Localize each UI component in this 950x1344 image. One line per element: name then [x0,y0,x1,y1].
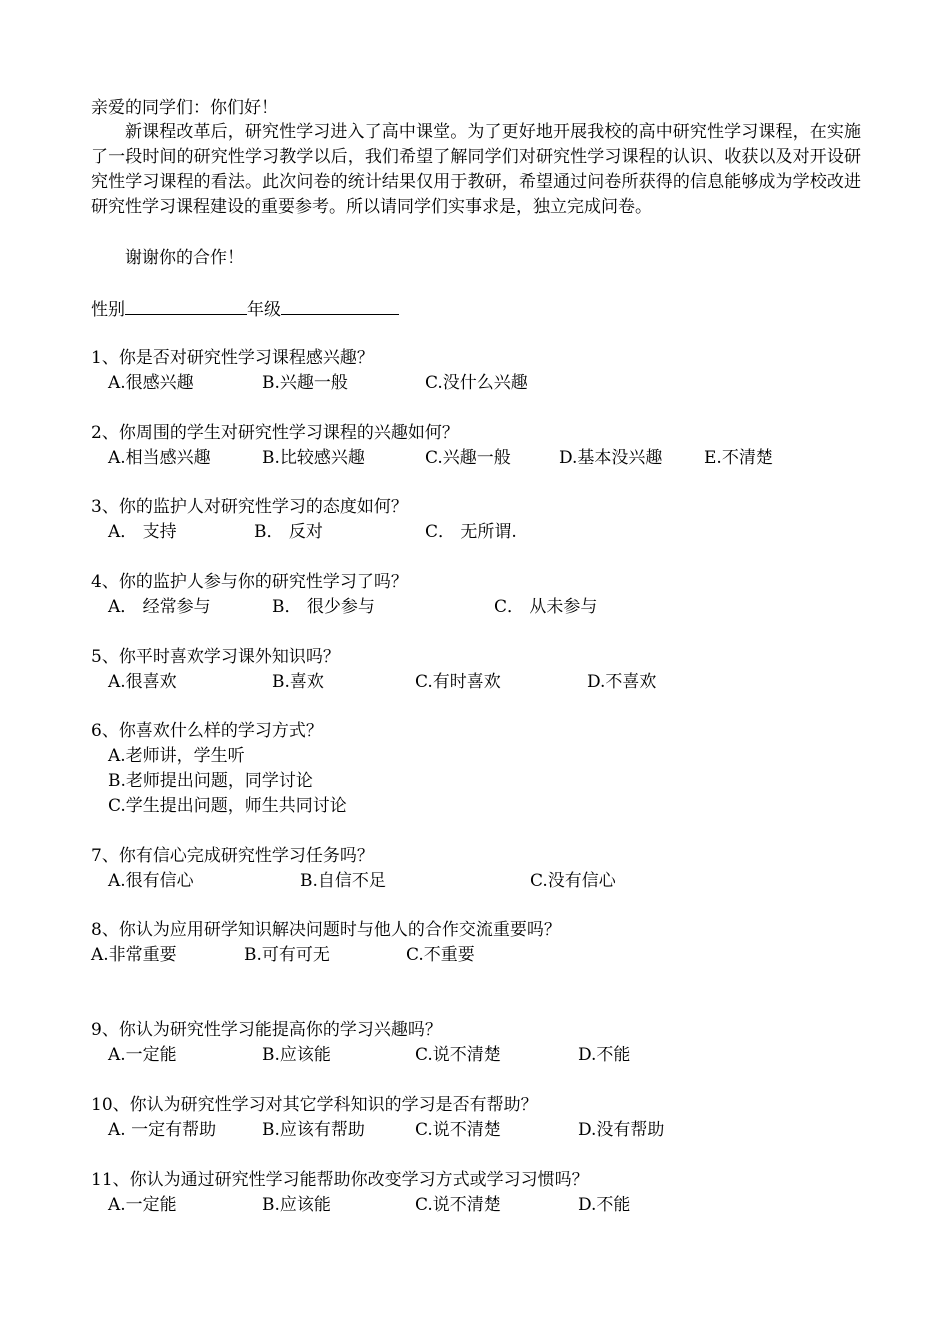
question-1: 1、你是否对研究性学习课程感兴趣？ [91,348,374,368]
q9-option-c[interactable]: C.说不清楚 [415,1045,501,1065]
q8-option-c[interactable]: C.不重要 [406,945,475,965]
q10-option-b[interactable]: B.应该有帮助 [262,1120,365,1140]
gender-blank[interactable] [125,298,247,315]
thanks-line: 谢谢你的合作！ [125,248,244,268]
q9-option-b[interactable]: B.应该能 [262,1045,331,1065]
q7-option-b[interactable]: B.自信不足 [300,871,386,891]
q11-option-d[interactable]: D.不能 [578,1195,631,1215]
q2-option-b[interactable]: B.比较感兴趣 [262,448,365,468]
q11-option-c[interactable]: C.说不清楚 [415,1195,501,1215]
q3-option-b[interactable]: B． 反对 [254,522,323,542]
q3-option-a[interactable]: A． 支持 [108,522,177,542]
q4-option-c[interactable]: C． 从未参与 [494,597,598,617]
q3-option-c[interactable]: C． 无所谓. [425,522,517,542]
q8-option-a[interactable]: A.非常重要 [91,945,177,965]
q10-option-d[interactable]: D.没有帮助 [578,1120,665,1140]
q10-option-a[interactable]: A. 一定有帮助 [108,1120,217,1140]
q8-option-b[interactable]: B.可有可无 [244,945,330,965]
question-7: 7、你有信心完成研究性学习任务吗？ [91,846,374,866]
question-3: 3、你的监护人对研究性学习的态度如何？ [91,497,408,517]
question-4: 4、你的监护人参与你的研究性学习了吗？ [91,572,408,592]
q1-option-c[interactable]: C.没什么兴趣 [425,373,528,393]
question-8: 8、你认为应用研学知识解决问题时与他人的合作交流重要吗？ [91,920,561,940]
q1-option-a[interactable]: A.很感兴趣 [108,373,194,393]
q9-option-a[interactable]: A.一定能 [108,1045,177,1065]
q6-option-c[interactable]: C.学生提出问题，师生共同讨论 [108,796,347,816]
question-2: 2、你周围的学生对研究性学习课程的兴趣如何？ [91,423,459,443]
q11-option-b[interactable]: B.应该能 [262,1195,331,1215]
grade-label: 年级 [247,300,281,320]
q4-option-b[interactable]: B． 很少参与 [272,597,375,617]
q5-option-d[interactable]: D.不喜欢 [587,672,657,692]
q7-option-c[interactable]: C.没有信心 [530,871,616,891]
question-11: 11、你认为通过研究性学习能帮助你改变学习方式或学习习惯吗？ [91,1170,589,1190]
q1-option-b[interactable]: B.兴趣一般 [262,373,348,393]
q10-option-c[interactable]: C.说不清楚 [415,1120,501,1140]
question-9: 9、你认为研究性学习能提高你的学习兴趣吗？ [91,1020,442,1040]
q6-option-b[interactable]: B.老师提出问题，同学讨论 [108,771,313,791]
grade-blank[interactable] [281,298,399,315]
question-10: 10、你认为研究性学习对其它学科知识的学习是否有帮助？ [91,1095,538,1115]
intro-paragraph: 新课程改革后，研究性学习进入了高中课堂。为了更好地开展我校的高中研究性学习课程，在实施了一段时间的研究性学习教学以后，我们希望了解同学们对研究性学习课程的认识、收获以及对开设研究性学习课程的看法。此次问卷的统计结果仅用于教研，希望通过问卷所获得的信息能够成为学校改进研究性学习课程建设的重要参考。所以请同学们实事求是，独立完成问卷。 [91,122,861,217]
q2-option-a[interactable]: A.相当感兴趣 [108,448,211,468]
q6-option-a[interactable]: A.老师讲，学生听 [108,746,245,766]
greeting: 亲爱的同学们：你们好！ [91,98,278,118]
q9-option-d[interactable]: D.不能 [578,1045,631,1065]
q2-option-e[interactable]: E.不清楚 [704,448,773,468]
q11-option-a[interactable]: A.一定能 [108,1195,177,1215]
q7-option-a[interactable]: A.很有信心 [108,871,194,891]
q5-option-c[interactable]: C.有时喜欢 [415,672,501,692]
question-5: 5、你平时喜欢学习课外知识吗？ [91,647,340,667]
q5-option-b[interactable]: B.喜欢 [272,672,324,692]
q2-option-d[interactable]: D.基本没兴趣 [559,448,663,468]
info-fields [91,298,399,320]
gender-label: 性别 [91,300,125,320]
q2-option-c[interactable]: C.兴趣一般 [425,448,511,468]
q5-option-a[interactable]: A.很喜欢 [108,672,177,692]
question-6: 6、你喜欢什么样的学习方式？ [91,721,323,741]
q4-option-a[interactable]: A． 经常参与 [108,597,211,617]
